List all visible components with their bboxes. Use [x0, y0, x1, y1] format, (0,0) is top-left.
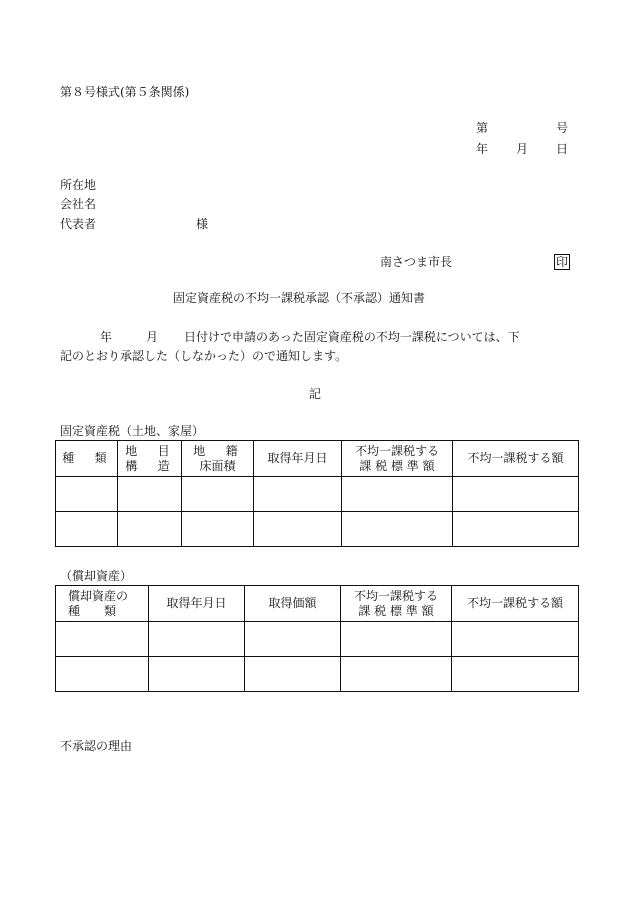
seal-mark: 印: [556, 255, 569, 269]
recipient-representative-label: 代表者: [60, 217, 97, 231]
header-tax-base: 不均一課税する 課 税 標 準 額: [341, 586, 452, 622]
table-cell: [182, 512, 254, 547]
doc-number-prefix: 第: [476, 121, 489, 135]
document-title: 固定資産税の不均一課税承認（不承認）通知書: [173, 291, 426, 305]
table-cell: [452, 657, 579, 692]
header-acquisition-date: 取得年月日: [254, 441, 342, 477]
depreciable-asset-table: [55, 585, 579, 692]
form-number: 第８号様式(第５条関係): [60, 85, 190, 99]
header-asset-type: 償却資産の 種 類: [56, 586, 149, 622]
table-cell: [341, 657, 452, 692]
header-acquisition-cost: 取得価額: [245, 586, 341, 622]
table-cell: [149, 657, 245, 692]
table-cell: [56, 512, 118, 547]
table-header-row: [56, 441, 579, 477]
table-row: [56, 657, 579, 692]
recipient-address-label: 所在地: [60, 178, 97, 192]
table-cell: [56, 622, 149, 657]
table-cell: [245, 622, 341, 657]
table-cell: [245, 657, 341, 692]
ki-mark: 記: [309, 387, 322, 401]
body-month: 月: [146, 330, 159, 344]
table-row: [56, 477, 579, 512]
table-cell: [453, 512, 579, 547]
issuer-title: 南さつま市長: [380, 255, 453, 269]
header-land-category: 地 目 構 造: [118, 441, 182, 477]
header-acquisition-date: 取得年月日: [149, 586, 245, 622]
table-row: [56, 622, 579, 657]
body-line1: 日付けで申請のあった固定資産税の不均一課税については、下: [184, 330, 520, 344]
body-year: 年: [100, 330, 113, 344]
table-cell: [452, 622, 579, 657]
table-cell: [341, 622, 452, 657]
header-tax-base: 不均一課税する 課 税 標 準 額: [342, 441, 453, 477]
table-row: [56, 512, 579, 547]
header-type: 種 類: [56, 441, 118, 477]
table-cell: [149, 622, 245, 657]
table-cell: [56, 657, 149, 692]
table-cell: [118, 512, 182, 547]
fixed-asset-table: [55, 440, 579, 547]
recipient-company-label: 会社名: [60, 197, 97, 211]
doc-number-suffix: 号: [556, 121, 569, 135]
header-land-area: 地 籍 床面積: [182, 441, 254, 477]
table-cell: [182, 477, 254, 512]
recipient-honorific: 様: [196, 217, 209, 231]
header-tax-amount: 不均一課税する額: [453, 441, 579, 477]
table-cell: [342, 477, 453, 512]
table-cell: [118, 477, 182, 512]
date-day: 日: [556, 142, 569, 156]
table-cell: [254, 512, 342, 547]
table-cell: [56, 477, 118, 512]
table-cell: [342, 512, 453, 547]
table1-caption: 固定資産税（土地、家屋）: [60, 424, 205, 438]
table-header-row: [56, 586, 579, 622]
body-line2: 記のとおり承認した（しなかった）ので通知します。: [60, 349, 348, 363]
table-cell: [453, 477, 579, 512]
date-month: 月: [516, 142, 529, 156]
header-tax-amount: 不均一課税する額: [452, 586, 579, 622]
table-cell: [254, 477, 342, 512]
rejection-reason-label: 不承認の理由: [60, 739, 133, 753]
table2-caption: （償却資産）: [60, 569, 133, 583]
date-year: 年: [476, 142, 489, 156]
